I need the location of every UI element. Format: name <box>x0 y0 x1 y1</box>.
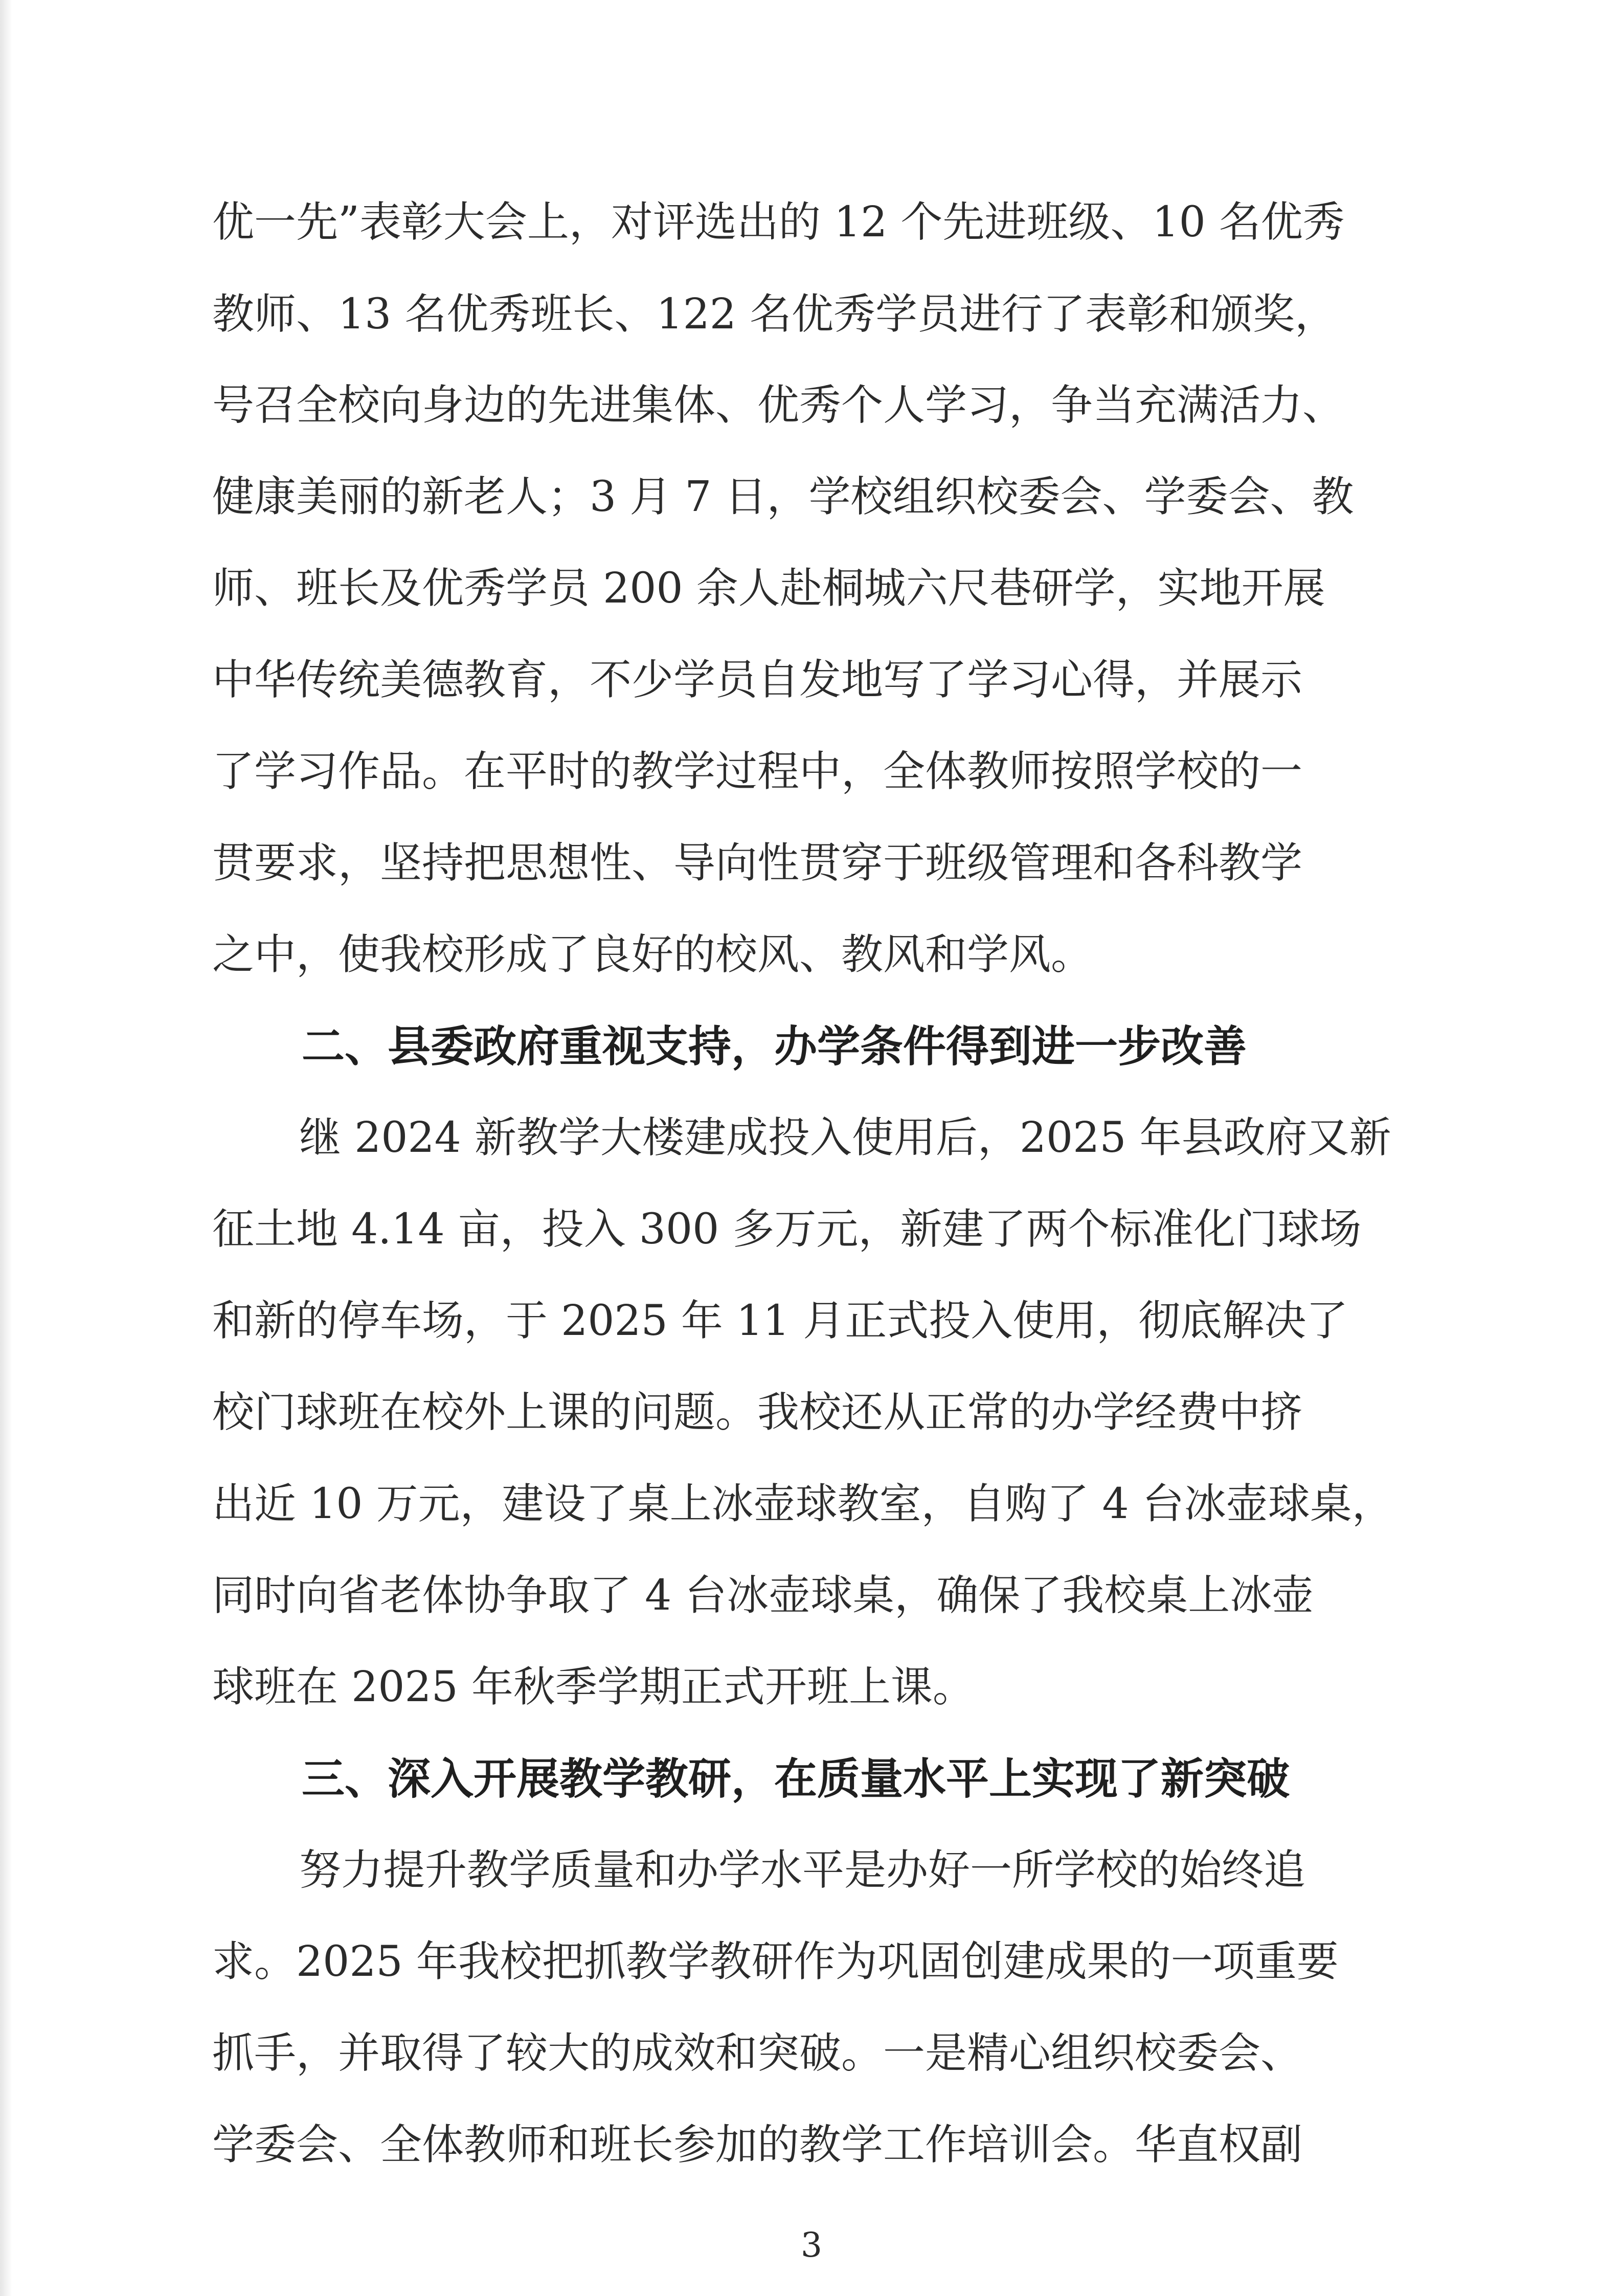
body-line: 教师、13 名优秀班长、122 名优秀学员进行了表彰和颁奖， <box>212 290 1337 339</box>
body-line: 求。2025 年我校把抓教学教研作为巩固创建成果的一项重要 <box>212 1937 1339 1986</box>
body-line: 号召全校向身边的先进集体、优秀个人学习，争当充满活力、 <box>212 381 1345 430</box>
body-line: 和新的停车场，于 2025 年 11 月正式投入使用，彻底解决了 <box>212 1297 1348 1345</box>
body-line: 之中，使我校形成了良好的校风、教风和学风。 <box>212 930 1093 979</box>
body-line: 中华传统美德教育，不少学员自发地写了学习心得，并展示 <box>212 656 1303 704</box>
body-line: 师、班长及优秀学员 200 余人赴桐城六尺巷研学，实地开展 <box>212 564 1325 613</box>
section-heading: 二、县委政府重视支持，办学条件得到进一步改善 <box>302 1021 1247 1072</box>
body-line: 校门球班在校外上课的问题。我校还从正常的办学经费中挤 <box>212 1388 1303 1437</box>
section-heading: 三、深入开展教学教研，在质量水平上实现了新突破 <box>302 1754 1290 1804</box>
page-number: 3 <box>801 2225 822 2265</box>
body-line: 球班在 2025 年秋季学期正式开班上课。 <box>212 1663 975 1711</box>
body-line: 同时向省老体协争取了 4 台冰壶球桌，确保了我校桌上冰壶 <box>212 1571 1314 1620</box>
body-line: 健康美丽的新老人；3 月 7 日，学校组织校委会、学委会、教 <box>212 473 1354 521</box>
body-line: 了学习作品。在平时的教学过程中，全体教师按照学校的一 <box>212 747 1303 796</box>
body-line: 征土地 4.14 亩，投入 300 多万元，新建了两个标准化门球场 <box>212 1205 1362 1254</box>
body-line: 学委会、全体教师和班长参加的教学工作培训会。华直权副 <box>212 2121 1303 2169</box>
body-line: 出近 10 万元，建设了桌上冰壶球教室，自购了 4 台冰壶球桌， <box>212 1480 1394 1528</box>
body-line: 继 2024 新教学大楼建成投入使用后，2025 年县政府又新 <box>299 1113 1391 1162</box>
body-line: 抓手，并取得了较大的成效和突破。一是精心组织校委会、 <box>212 2029 1303 2078</box>
body-line: 努力提升教学质量和办学水平是办好一所学校的始终追 <box>299 1846 1306 1894</box>
body-line: 优一先”表彰大会上，对评选出的 12 个先进班级、10 名优秀 <box>212 198 1345 247</box>
body-line: 贯要求，坚持把思想性、导向性贯穿于班级管理和各科教学 <box>212 839 1303 887</box>
